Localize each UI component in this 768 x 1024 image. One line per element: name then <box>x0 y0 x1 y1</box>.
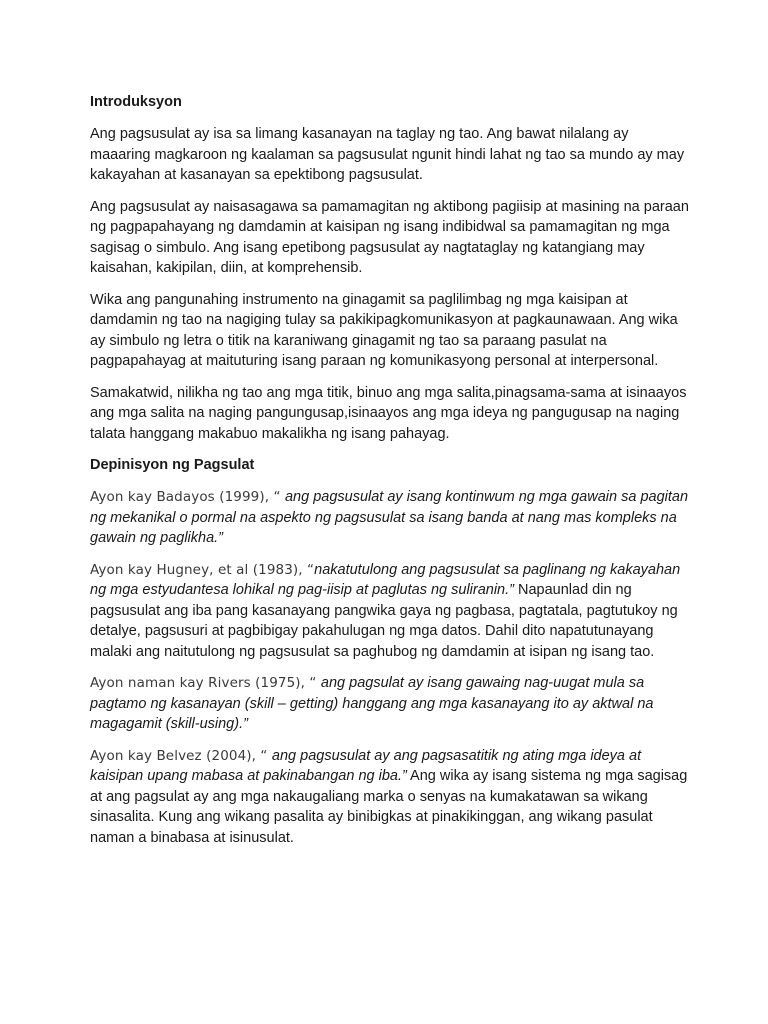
intro-paragraph: Ang pagsusulat ay naisasagawa sa pamamagitan ng aktibong pagiisip at masining na paraan ng pagpapahayang ng damdamin at kaisipan ng isang indibidwal sa pamamagitan ng mga sagisag o simbulo. Ang isang epetibong pagsusulat ay nagtataglay ng katangiang may kaisahan, kakipilan, diin, at komprehensib. <box>90 198 689 276</box>
definition-quote: ang pagsusulat ay isang kontinwum ng mga gawain sa pagitan ng mekanikal o pormal na aspekto ng pagsusulat sa isang banda at nang mas kompleks na gawain ng paglikha.” <box>90 489 689 546</box>
definition-source: Ayon kay Badayos (1999), “ <box>90 489 285 505</box>
document-page <box>90 92 690 859</box>
section-heading-depinisyon: Depinisyon ng Pagsulat <box>90 457 255 473</box>
definition-paragraph <box>90 673 690 735</box>
definition-paragraph <box>90 487 690 549</box>
definition-quote: nakatutulong ang pagsusulat sa paglinang ng kakayahan ng mga estyudantesa lohikal ng pag-iisip at paglutas ng suliranin.” <box>90 561 681 598</box>
section-heading-introduksyon: Introduksyon <box>90 94 182 110</box>
definition-source: Ayon naman kay Rivers (1975), “ <box>90 675 321 691</box>
definition-paragraph <box>90 746 690 849</box>
definition-source: Ayon kay Hugney, et al (1983), “ <box>90 561 315 578</box>
intro-paragraph: Ang pagsusulat ay isa sa limang kasanayan na taglay ng tao. Ang bawat nilalang ay maaaring magkaroon ng kaalaman sa pagsusulat ngunit hindi lahat ng tao sa mundo ay may kakayahan at kasanayan sa epektibong pagsusulat. <box>90 126 685 183</box>
intro-paragraph: Wika ang pangunahing instrumento na ginagamit sa paglilimbag ng mga kaisipan at damdamin ng tao na nagiging tulay sa pakikipagkomunikasyon at pagkaunawaan. Ang wika ay simbulo ng letra o titik na karaniwang ginagamit ng tao sa paraang pasulat na pagpapahayag at maituturing isang paraan ng komunikasyong personal at interpersonal. <box>90 291 678 369</box>
definition-quote: ang pagsusulat ay ang pagsasatitik ng ating mga ideya at kaisipan upang mabasa at pakinabangan ng iba.” <box>90 747 642 784</box>
definition-paragraph <box>90 560 690 663</box>
definition-continuation: Ang wika ay isang sistema ng mga sagisag at ang pagsulat ay ang mga nakaugaliang marka o senyas na kumakatawan sa wikang sinasalita. Kung ang wikang pasalita ay binibigkas at pinakikinggan, ang wikang pasulat naman a binabasa at isinusulat. <box>90 768 688 846</box>
definition-continuation: Napaunlad din ng pagsusulat ang iba pang kasanayang pangwika gaya ng pagbasa, pagtatala, pagtutukoy ng detalye, pagsusuri at pagbibigay pakahulugan ng mga datos. Dahil dito napatutunayang malaki ang naitutulong ng pagsusulat sa paghubog ng damdamin at isipan ng isang tao. <box>90 582 678 660</box>
intro-paragraph: Samakatwid, nilikha ng tao ang mga titik, binuo ang mga salita,pinagsama-sama at isinaayos ang mga salita na naging pangungusap,isinaayos ang mga ideya ng pangugusap na naging talata hanggang makabuo makalikha ng isang pahayag. <box>90 384 687 442</box>
definition-source: Ayon kay Belvez (2004), “ <box>90 747 272 764</box>
definition-quote: ang pagsulat ay isang gawaing nag-uugat mula sa pagtamo ng kasanayan (skill – getting) hanggang ang mga kasanayang ito ay aktwal na magagamit (skill-using).” <box>90 675 654 732</box>
